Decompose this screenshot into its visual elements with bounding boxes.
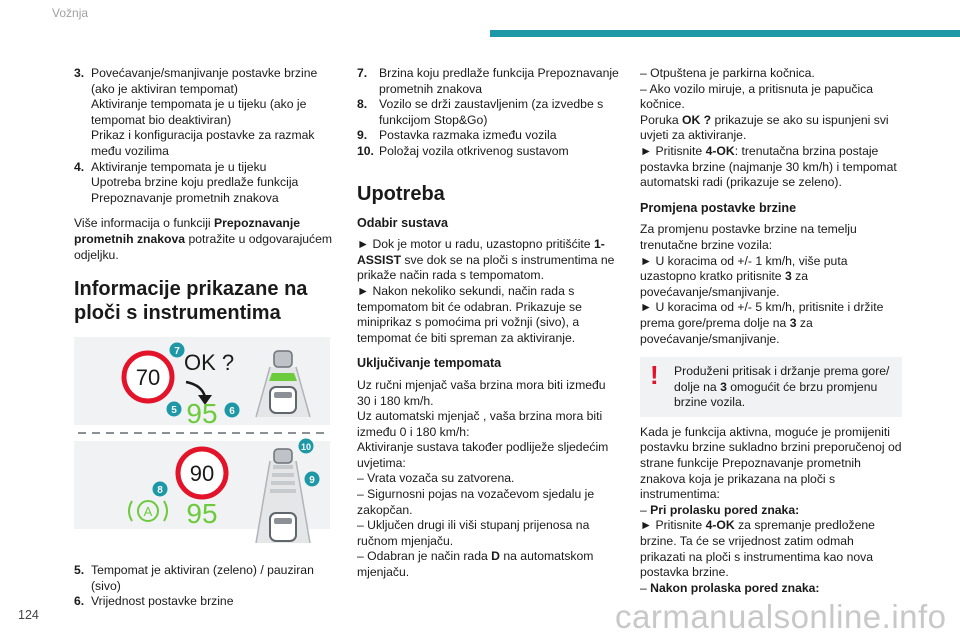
paragraph: ► U koracima od +/- 5 km/h, pritisnite i držite prema gore/prema dolje na 3 za povećavanje/smanjivanje. [640, 300, 884, 346]
item-number: 9. [357, 128, 368, 143]
subheading-enable-cruise: Uključivanje tempomata [357, 356, 502, 371]
item-number: 10. [357, 143, 374, 158]
list-item-3 [74, 66, 336, 160]
item-text [91, 66, 336, 160]
a-symbol: A [143, 504, 153, 520]
item-text: Vozilo se drži zaustavljenim (za izvedbe s funkcijom Stop&Go) [379, 97, 604, 127]
condition-item: – Pri prolasku pored znaka: [640, 502, 800, 517]
lead-car-icon [274, 351, 292, 367]
item-line: Povećavanje/smanjivanje postavke brzine (ako je aktiviran tempomat) [91, 66, 318, 96]
list-item-4 [74, 160, 336, 207]
condition-item: – Otpuštena je parkirna kočnica. [640, 66, 815, 80]
callout-10: 10 [300, 442, 312, 453]
callout-7: 7 [174, 346, 180, 358]
speed-sign-top-value: 70 [135, 365, 161, 391]
column-2 [357, 66, 619, 581]
condition-item: – Vrata vozača su zatvorena. [357, 471, 515, 486]
lead-car-icon-bottom [274, 449, 292, 463]
item-line: Aktiviranje tempomata je u tijeku [91, 159, 267, 174]
legend-item-9 [357, 128, 619, 144]
warning-box: ! Produženi pritisak i držanje prema gore/ dolje na 3 omogućit će brzu promjenu brzine vozila. [640, 357, 902, 417]
column-1 [74, 66, 336, 610]
paragraph: Poruka OK ? prikazuje se ako su ispunjeni svi uvjeti za aktiviranje. [640, 112, 889, 143]
item-text: Brzina koju predlaže funkcija Prepoznavanje prometnih znakova [379, 66, 619, 96]
item-text: Postavka razmaka između vozila [379, 128, 557, 143]
callout-5: 5 [171, 405, 177, 417]
info-link-text: Prepoznavanje prometnih znakova [74, 216, 301, 246]
figure-svg [74, 337, 330, 553]
item-line: Prikaz i konfiguracija postavke za razmak među vozilima [91, 128, 315, 158]
paragraph: Za promjenu postavke brzine na temelju trenutačne brzine vozila: [640, 222, 857, 252]
item-text: Položaj vozila otkrivenog sustavom [379, 143, 569, 158]
item-line: Aktiviranje tempomata je u tijeku (ako je tempomat bio deaktiviran) [91, 97, 307, 127]
info-paragraph: Više informacija o funkciji Prepoznavanje prometnih znakova potražite u odgovarajućem odjeljku. [74, 216, 333, 262]
condition-item: – Sigurnosni pojas na vozačevom sjedalu je zakopčan. [357, 487, 595, 517]
road-graphic-bottom [256, 449, 310, 543]
paragraph: Uz ručni mjenjač vaša brzina mora biti između 30 i 180 km/h. [357, 377, 606, 408]
paragraph: ► Pritisnite 4-OK za spremanje predložene brzine. Ta će se vrijednost zatim odmah prikazati na ploči s instrumentima kao nova postavka brzine. [640, 518, 875, 580]
subheading-select-system: Odabir sustava [357, 215, 448, 230]
item-number: 5. [74, 563, 85, 578]
distance-bar-green [269, 373, 297, 381]
paragraph: Uz automatski mjenjač , vaša brzina mora biti između 0 i 180 km/h: [357, 409, 603, 439]
item-text [91, 160, 336, 207]
set-speed-bottom: 95 [186, 498, 218, 530]
condition-item: – Ako vozilo miruje, a pritisnuta je papučica kočnice. [640, 81, 874, 112]
item-number: 7. [357, 66, 368, 80]
own-car-icon-bottom [270, 513, 296, 541]
a-hold-icon [129, 501, 167, 521]
legend-item-7 [357, 66, 619, 97]
heading-instrument-info: Informacije prikazane na ploči s instrumentima [74, 278, 308, 325]
legend-item-6 [74, 594, 336, 610]
set-speed-top: 95 [186, 398, 218, 430]
subheading-change-speed: Promjena postavke brzine [640, 200, 797, 215]
legend-item-5 [74, 563, 336, 594]
arrow-curve [186, 382, 205, 397]
item-text: Tempomat je aktiviran (zeleno) / pauziran (sivo) [91, 563, 314, 593]
callout-9: 9 [309, 475, 315, 487]
condition-item: – Nakon prolaska pored znaka: [640, 580, 820, 595]
item-line: Upotreba brzine koju predlaže funkcija Prepoznavanje prometnih znakova [91, 175, 299, 205]
item-text: Vrijednost postavke brzine [91, 594, 234, 609]
warning-icon: ! [650, 360, 659, 391]
condition-item: – Uključen drugi ili viši stupanj prijenosa na ručnom mjenjaču. [357, 518, 590, 548]
paragraph: Kada je funkcija aktivna, moguće je promijeniti postavku brzine sukladno brzini preporučenoj od strane funkcije Prepoznavanje prometnih znakova koja je prikazana na ploči s instrumentima: [640, 424, 902, 502]
callout-8: 8 [157, 485, 163, 497]
paragraph: ► Pritisnite 4-OK: trenutačna brzina postaje postavka brzine (najmanje 30 km/h) i tempomat automatski radi (prikazuje se zeleno). [640, 143, 897, 190]
item-number: 6. [74, 594, 85, 609]
paragraph: Aktiviranje sustava također podliježe sljedećim uvjetima: [357, 440, 609, 470]
own-car-icon [270, 387, 296, 413]
road-graphic-top [256, 351, 310, 417]
paragraph: ► Nakon nekoliko sekundi, način rada s tempomatom bit će odabran. Prikazuje se miniprikaz s pomoćima pri vožnji (sivo), a tempomat će biti spreman za aktiviranje. [357, 283, 582, 345]
legend-item-10 [357, 144, 619, 160]
ok-label: OK ? [184, 350, 235, 376]
paragraph: ► Dok je motor u radu, uzastopno pritišćite 1-ASSIST sve dok se na ploči s instrumentima ne prikaže način rada s tempomatom. [357, 237, 615, 283]
condition-item: – Odabran je način rada D na automatskom mjenjaču. [357, 549, 594, 580]
paragraph: ► U koracima od +/- 1 km/h, više puta uzastopno kratko pritisnite 3 za povećavanje/smanjivanje. [640, 253, 848, 299]
page-number: 124 [18, 608, 39, 622]
section-title: Vožnja [52, 6, 89, 20]
speed-sign-bottom-value: 90 [189, 461, 215, 487]
watermark: carmanualsonline.info [615, 598, 947, 635]
header-accent-bar [490, 30, 960, 37]
instrument-figure [74, 337, 330, 553]
item-number: 8. [357, 97, 368, 112]
column-3 [640, 66, 902, 596]
callout-6: 6 [229, 406, 235, 418]
item-number: 4. [74, 159, 85, 174]
heading-usage: Upotreba [357, 182, 445, 205]
legend-item-8 [357, 97, 619, 128]
item-number: 3. [74, 66, 85, 80]
